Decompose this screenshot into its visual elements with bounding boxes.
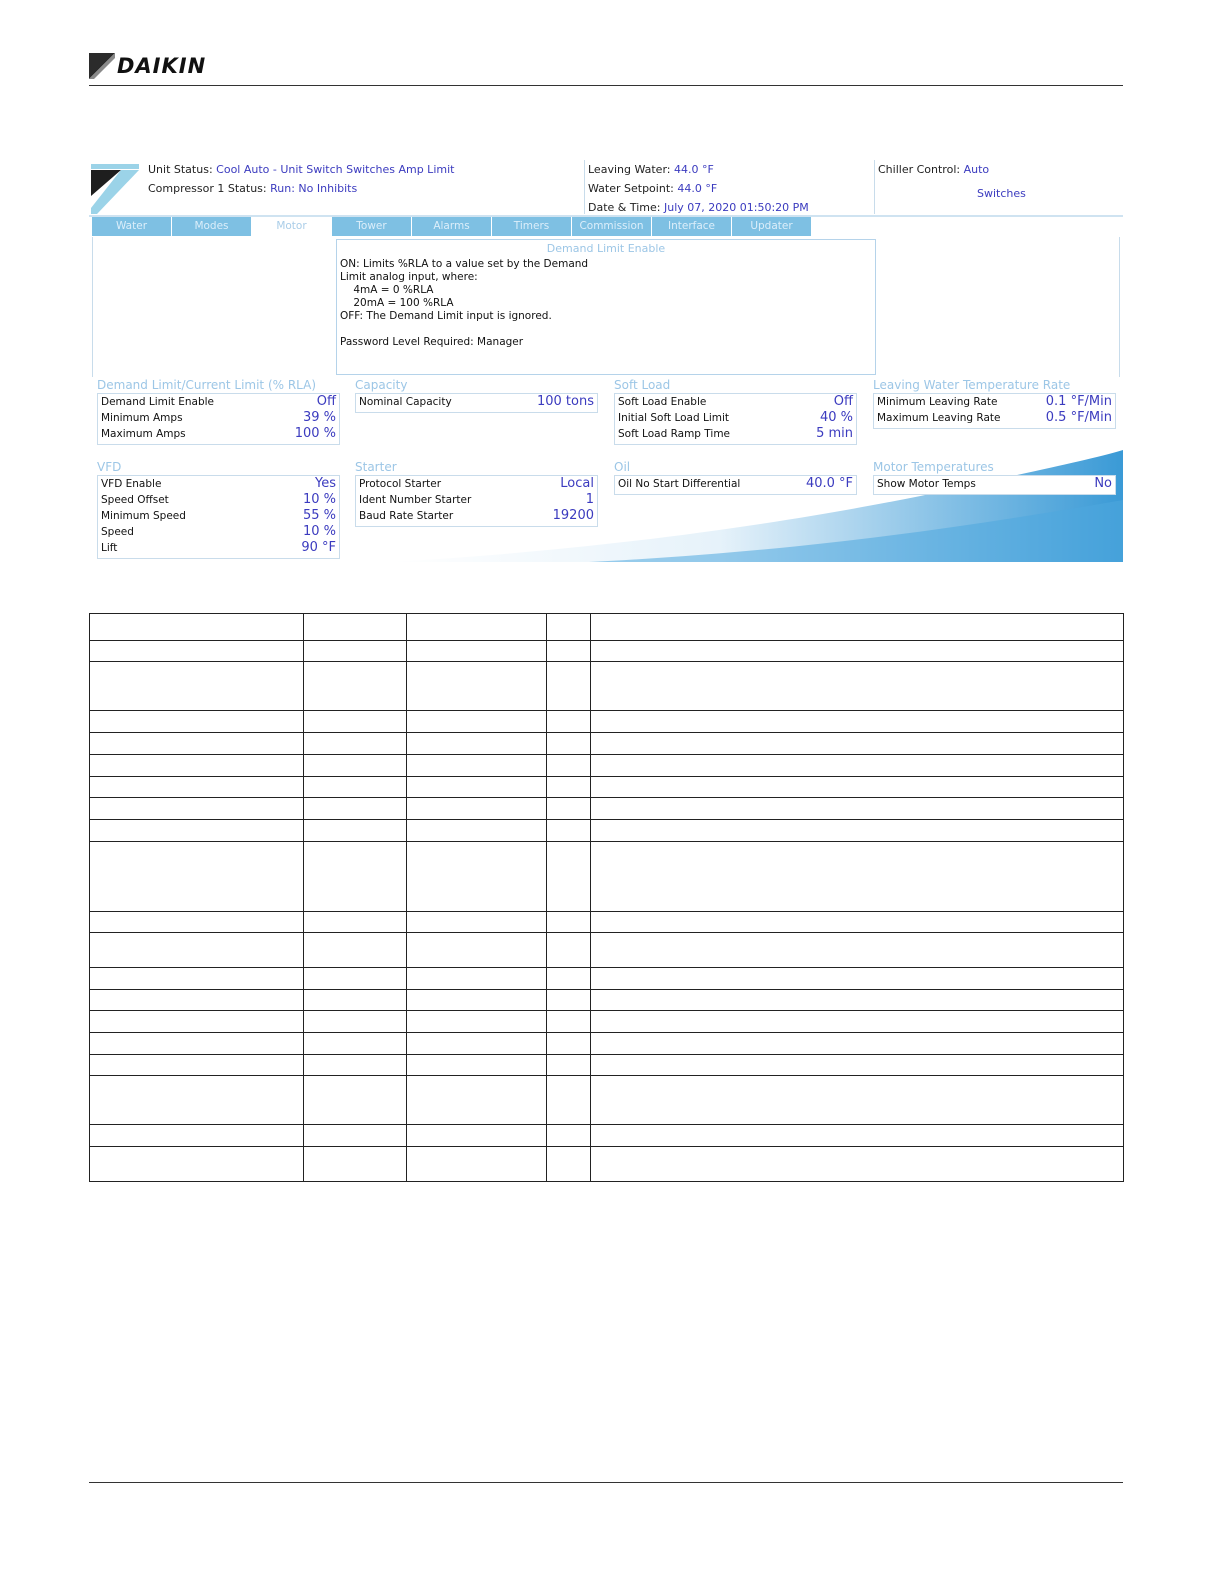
setting-value[interactable]: 100 %: [294, 426, 336, 441]
group-motor-temps: [873, 475, 1116, 495]
table-row: [90, 755, 1124, 777]
setting-label: Protocol Starter: [359, 478, 442, 490]
group-title-starter: Starter: [355, 460, 397, 474]
setting-label: Maximum Amps: [101, 428, 186, 440]
setting-label: Demand Limit Enable: [101, 396, 214, 408]
tab-water[interactable]: Water: [92, 217, 171, 236]
setting-value[interactable]: 1: [585, 492, 594, 507]
daikin-logo-icon: [89, 53, 115, 79]
table-cell: [304, 614, 407, 641]
table-cell: [90, 641, 304, 662]
table-cell: [547, 933, 591, 968]
setting-label: Soft Load Ramp Time: [618, 428, 731, 440]
table-cell: [547, 798, 591, 820]
setting-value[interactable]: 0.1 °F/Min: [1045, 394, 1112, 409]
compressor-status-label: Compressor 1 Status:: [148, 182, 267, 195]
table-cell: [547, 777, 591, 798]
table-cell: [591, 777, 1124, 798]
setting-label: VFD Enable: [101, 478, 162, 490]
table-row: [90, 1125, 1124, 1147]
setting-row[interactable]: [98, 426, 339, 442]
table-cell: [90, 968, 304, 990]
setting-label: Maximum Leaving Rate: [877, 412, 1001, 424]
chiller-control-value: Auto: [963, 163, 990, 176]
table-cell: [407, 1147, 547, 1182]
setting-row[interactable]: [98, 492, 339, 508]
date-time: [588, 201, 809, 214]
table-row: [90, 777, 1124, 798]
table-cell: [90, 1147, 304, 1182]
status-divider-2: [874, 160, 875, 214]
table-cell: [304, 933, 407, 968]
tab-timers[interactable]: Timers: [492, 217, 571, 236]
table-cell: [591, 1147, 1124, 1182]
table-cell: [90, 820, 304, 842]
table-cell: [591, 1125, 1124, 1147]
setting-label: Oil No Start Differential: [618, 478, 741, 490]
table-cell: [547, 968, 591, 990]
water-setpoint-label: Water Setpoint:: [588, 182, 674, 195]
table-cell: [547, 733, 591, 755]
tab-tower[interactable]: Tower: [332, 217, 411, 236]
setting-label: Lift: [101, 542, 118, 554]
table-cell: [591, 733, 1124, 755]
table-row: [90, 933, 1124, 968]
setting-label: Speed Offset: [101, 494, 169, 506]
table-cell: [90, 1033, 304, 1055]
table-cell: [304, 641, 407, 662]
setting-row[interactable]: [874, 476, 1115, 492]
unit-status: [148, 163, 454, 176]
table-cell: [591, 990, 1124, 1011]
tab-bar: [92, 217, 812, 237]
setting-value[interactable]: 10 %: [302, 524, 336, 539]
table-cell: [407, 1076, 547, 1125]
setting-row[interactable]: [356, 508, 597, 524]
group-title-capacity: Capacity: [355, 378, 408, 392]
help-panel: [336, 239, 876, 375]
table-cell: [407, 662, 547, 711]
table-cell: [591, 755, 1124, 777]
group-vfd: [97, 475, 340, 559]
table-cell: [90, 777, 304, 798]
setting-value[interactable]: Yes: [315, 476, 336, 491]
table-cell: [547, 912, 591, 933]
help-title: Demand Limit Enable: [546, 242, 666, 255]
setting-value[interactable]: 0.5 °F/Min: [1045, 410, 1112, 425]
table-cell: [90, 842, 304, 912]
table-row: [90, 990, 1124, 1011]
table-row: [90, 614, 1124, 641]
table-cell: [547, 820, 591, 842]
table-row: [90, 733, 1124, 755]
table-cell: [407, 912, 547, 933]
table-cell: [547, 614, 591, 641]
table-cell: [407, 614, 547, 641]
table-cell: [547, 1076, 591, 1125]
table-cell: [90, 1125, 304, 1147]
table-cell: [407, 777, 547, 798]
setting-row[interactable]: [874, 410, 1115, 426]
setting-value[interactable]: 39 %: [302, 410, 336, 425]
setting-value[interactable]: 40 %: [819, 410, 853, 425]
tab-commission[interactable]: Commission: [572, 217, 651, 236]
setting-label: Speed: [101, 526, 134, 538]
table-cell: [407, 968, 547, 990]
setting-label: Initial Soft Load Limit: [618, 412, 730, 424]
tab-modes[interactable]: Modes: [172, 217, 251, 236]
table-cell: [591, 641, 1124, 662]
table-cell: [304, 1076, 407, 1125]
setting-value[interactable]: 55 %: [302, 508, 336, 523]
table-cell: [547, 711, 591, 733]
table-cell: [304, 777, 407, 798]
group-title-demand-limit: Demand Limit/Current Limit (% RLA): [97, 378, 317, 392]
table-cell: [591, 798, 1124, 820]
table-cell: [304, 1033, 407, 1055]
table-cell: [90, 912, 304, 933]
tab-motor[interactable]: Motor: [252, 217, 331, 236]
setting-row[interactable]: [98, 540, 339, 556]
setting-label: Minimum Leaving Rate: [877, 396, 998, 408]
setting-row[interactable]: [615, 426, 856, 442]
table-cell: [591, 842, 1124, 912]
setting-row[interactable]: [98, 410, 339, 426]
leaving-water-label: Leaving Water:: [588, 163, 671, 176]
setting-row[interactable]: [98, 476, 339, 492]
table-cell: [591, 662, 1124, 711]
table-row: [90, 798, 1124, 820]
table-row: [90, 1011, 1124, 1033]
table-cell: [90, 711, 304, 733]
table-cell: [90, 933, 304, 968]
screen-logo-icon: [91, 164, 139, 214]
setting-value[interactable]: 19200: [552, 508, 594, 523]
table-cell: [591, 711, 1124, 733]
table-cell: [90, 798, 304, 820]
setting-label: Nominal Capacity: [359, 396, 452, 408]
table-row: [90, 820, 1124, 842]
water-setpoint: [588, 182, 717, 195]
table-cell: [304, 968, 407, 990]
panel-left-edge: [92, 237, 93, 377]
date-time-label: Date & Time:: [588, 201, 661, 214]
setting-row[interactable]: [615, 410, 856, 426]
table-cell: [304, 842, 407, 912]
table-row: [90, 1147, 1124, 1182]
group-title-lwt-rate: Leaving Water Temperature Rate: [873, 378, 1071, 392]
table-row: [90, 1055, 1124, 1076]
table-row: [90, 912, 1124, 933]
setting-value[interactable]: 100 tons: [536, 394, 594, 409]
table-row: [90, 641, 1124, 662]
setting-label: Minimum Speed: [101, 510, 186, 522]
table-cell: [407, 933, 547, 968]
table-cell: [591, 614, 1124, 641]
table-cell: [407, 798, 547, 820]
panel-right-edge: [1119, 237, 1120, 377]
unit-status-value: Cool Auto - Unit Switch Switches Amp Limit: [216, 163, 455, 176]
group-title-motor-temps: Motor Temperatures: [873, 460, 994, 474]
table-cell: [304, 798, 407, 820]
table-cell: [304, 1147, 407, 1182]
unit-status-label: Unit Status:: [148, 163, 213, 176]
table-cell: [304, 912, 407, 933]
group-lwt-rate: [873, 393, 1116, 429]
table-cell: [547, 1147, 591, 1182]
table-cell: [90, 614, 304, 641]
table-row: [90, 842, 1124, 912]
table-cell: [591, 820, 1124, 842]
compressor-status-value: Run: No Inhibits: [270, 182, 358, 195]
table-cell: [90, 733, 304, 755]
table-cell: [304, 662, 407, 711]
setting-row[interactable]: [356, 476, 597, 492]
table-row: [90, 1033, 1124, 1055]
leaving-water-value: 44.0 °F: [674, 163, 714, 176]
table-cell: [547, 1033, 591, 1055]
setting-value[interactable]: 5 min: [816, 426, 853, 441]
table-cell: [407, 733, 547, 755]
leaving-water: [588, 163, 714, 176]
setting-row[interactable]: [356, 394, 597, 410]
table-cell: [304, 990, 407, 1011]
setting-value[interactable]: 40.0 °F: [805, 476, 853, 491]
setting-row[interactable]: [615, 476, 856, 492]
setting-label: Baud Rate Starter: [359, 510, 454, 522]
setting-value[interactable]: Local: [560, 476, 594, 491]
table-cell: [547, 641, 591, 662]
chiller-control: [878, 163, 989, 176]
table-cell: [407, 1125, 547, 1147]
table-cell: [591, 968, 1124, 990]
chiller-control-label: Chiller Control:: [878, 163, 961, 176]
group-title-soft-load: Soft Load: [614, 378, 671, 392]
help-text: ON: Limits %RLA to a value set by the Demand Limit analog input, where: 4mA = 0 %RLA 20mA = 100 %RLA OFF: The Demand Limit input is ignored. Password Level Required: Manager: [340, 258, 589, 348]
table-cell: [90, 1011, 304, 1033]
table-cell: [304, 1125, 407, 1147]
water-setpoint-value: 44.0 °F: [677, 182, 718, 195]
table-cell: [304, 1055, 407, 1076]
date-time-value: July 07, 2020 01:50:20 PM: [664, 201, 809, 214]
compressor-status: [148, 182, 357, 195]
setting-row[interactable]: [874, 394, 1115, 410]
setting-row[interactable]: [98, 508, 339, 524]
table-row: [90, 1076, 1124, 1125]
table-cell: [591, 933, 1124, 968]
footer-rule: [89, 1482, 1123, 1483]
table-cell: [591, 1033, 1124, 1055]
tab-alarms[interactable]: Alarms: [412, 217, 491, 236]
table-cell: [547, 1011, 591, 1033]
table-cell: [304, 711, 407, 733]
group-demand-limit: [97, 393, 340, 445]
setting-value[interactable]: No: [1094, 476, 1112, 491]
setting-label: Minimum Amps: [101, 412, 183, 424]
table-cell: [407, 842, 547, 912]
table-cell: [90, 1055, 304, 1076]
table-cell: [591, 1055, 1124, 1076]
table-cell: [591, 1011, 1124, 1033]
tab-interface[interactable]: Interface: [652, 217, 731, 236]
setting-value[interactable]: Off: [833, 394, 853, 409]
table-cell: [304, 820, 407, 842]
table-cell: [90, 990, 304, 1011]
setting-value[interactable]: Off: [316, 394, 336, 409]
table-cell: [304, 755, 407, 777]
table-cell: [547, 662, 591, 711]
table-cell: [90, 755, 304, 777]
setting-row[interactable]: [356, 492, 597, 508]
brand-name: DAIKIN: [117, 54, 207, 78]
group-title-vfd: VFD: [97, 460, 122, 474]
table-cell: [547, 842, 591, 912]
status-divider: [584, 160, 585, 214]
table-cell: [407, 1055, 547, 1076]
daikin-logo: [89, 53, 219, 79]
table-cell: [304, 1011, 407, 1033]
group-soft-load: [614, 393, 857, 445]
group-capacity: [355, 393, 598, 413]
table-cell: [407, 755, 547, 777]
group-oil: [614, 475, 857, 495]
setting-row[interactable]: [98, 524, 339, 540]
table-cell: [90, 662, 304, 711]
table-cell: [304, 733, 407, 755]
table-row: [90, 968, 1124, 990]
table-cell: [407, 1033, 547, 1055]
settings-table: [89, 613, 1124, 1182]
tab-updater[interactable]: Updater: [732, 217, 811, 236]
table-cell: [547, 990, 591, 1011]
setting-row[interactable]: [98, 394, 339, 410]
table-cell: [407, 820, 547, 842]
table-cell: [591, 1076, 1124, 1125]
switches-link[interactable]: Switches: [977, 187, 1026, 200]
table-cell: [547, 755, 591, 777]
table-row: [90, 662, 1124, 711]
group-starter: [355, 475, 598, 527]
table-row: [90, 711, 1124, 733]
table-cell: [407, 711, 547, 733]
header-rule: [89, 85, 1123, 86]
table-cell: [547, 1125, 591, 1147]
table-cell: [407, 641, 547, 662]
setting-label: Soft Load Enable: [618, 396, 707, 408]
setting-label: Show Motor Temps: [877, 478, 976, 490]
table-cell: [407, 1011, 547, 1033]
setting-row[interactable]: [615, 394, 856, 410]
table-cell: [407, 990, 547, 1011]
table-cell: [547, 1055, 591, 1076]
table-cell: [591, 912, 1124, 933]
setting-value[interactable]: 10 %: [302, 492, 336, 507]
setting-value[interactable]: 90 °F: [301, 540, 336, 555]
group-title-oil: Oil: [614, 460, 631, 474]
setting-label: Ident Number Starter: [359, 494, 472, 506]
table-cell: [90, 1076, 304, 1125]
controller-screen: [89, 160, 1123, 562]
